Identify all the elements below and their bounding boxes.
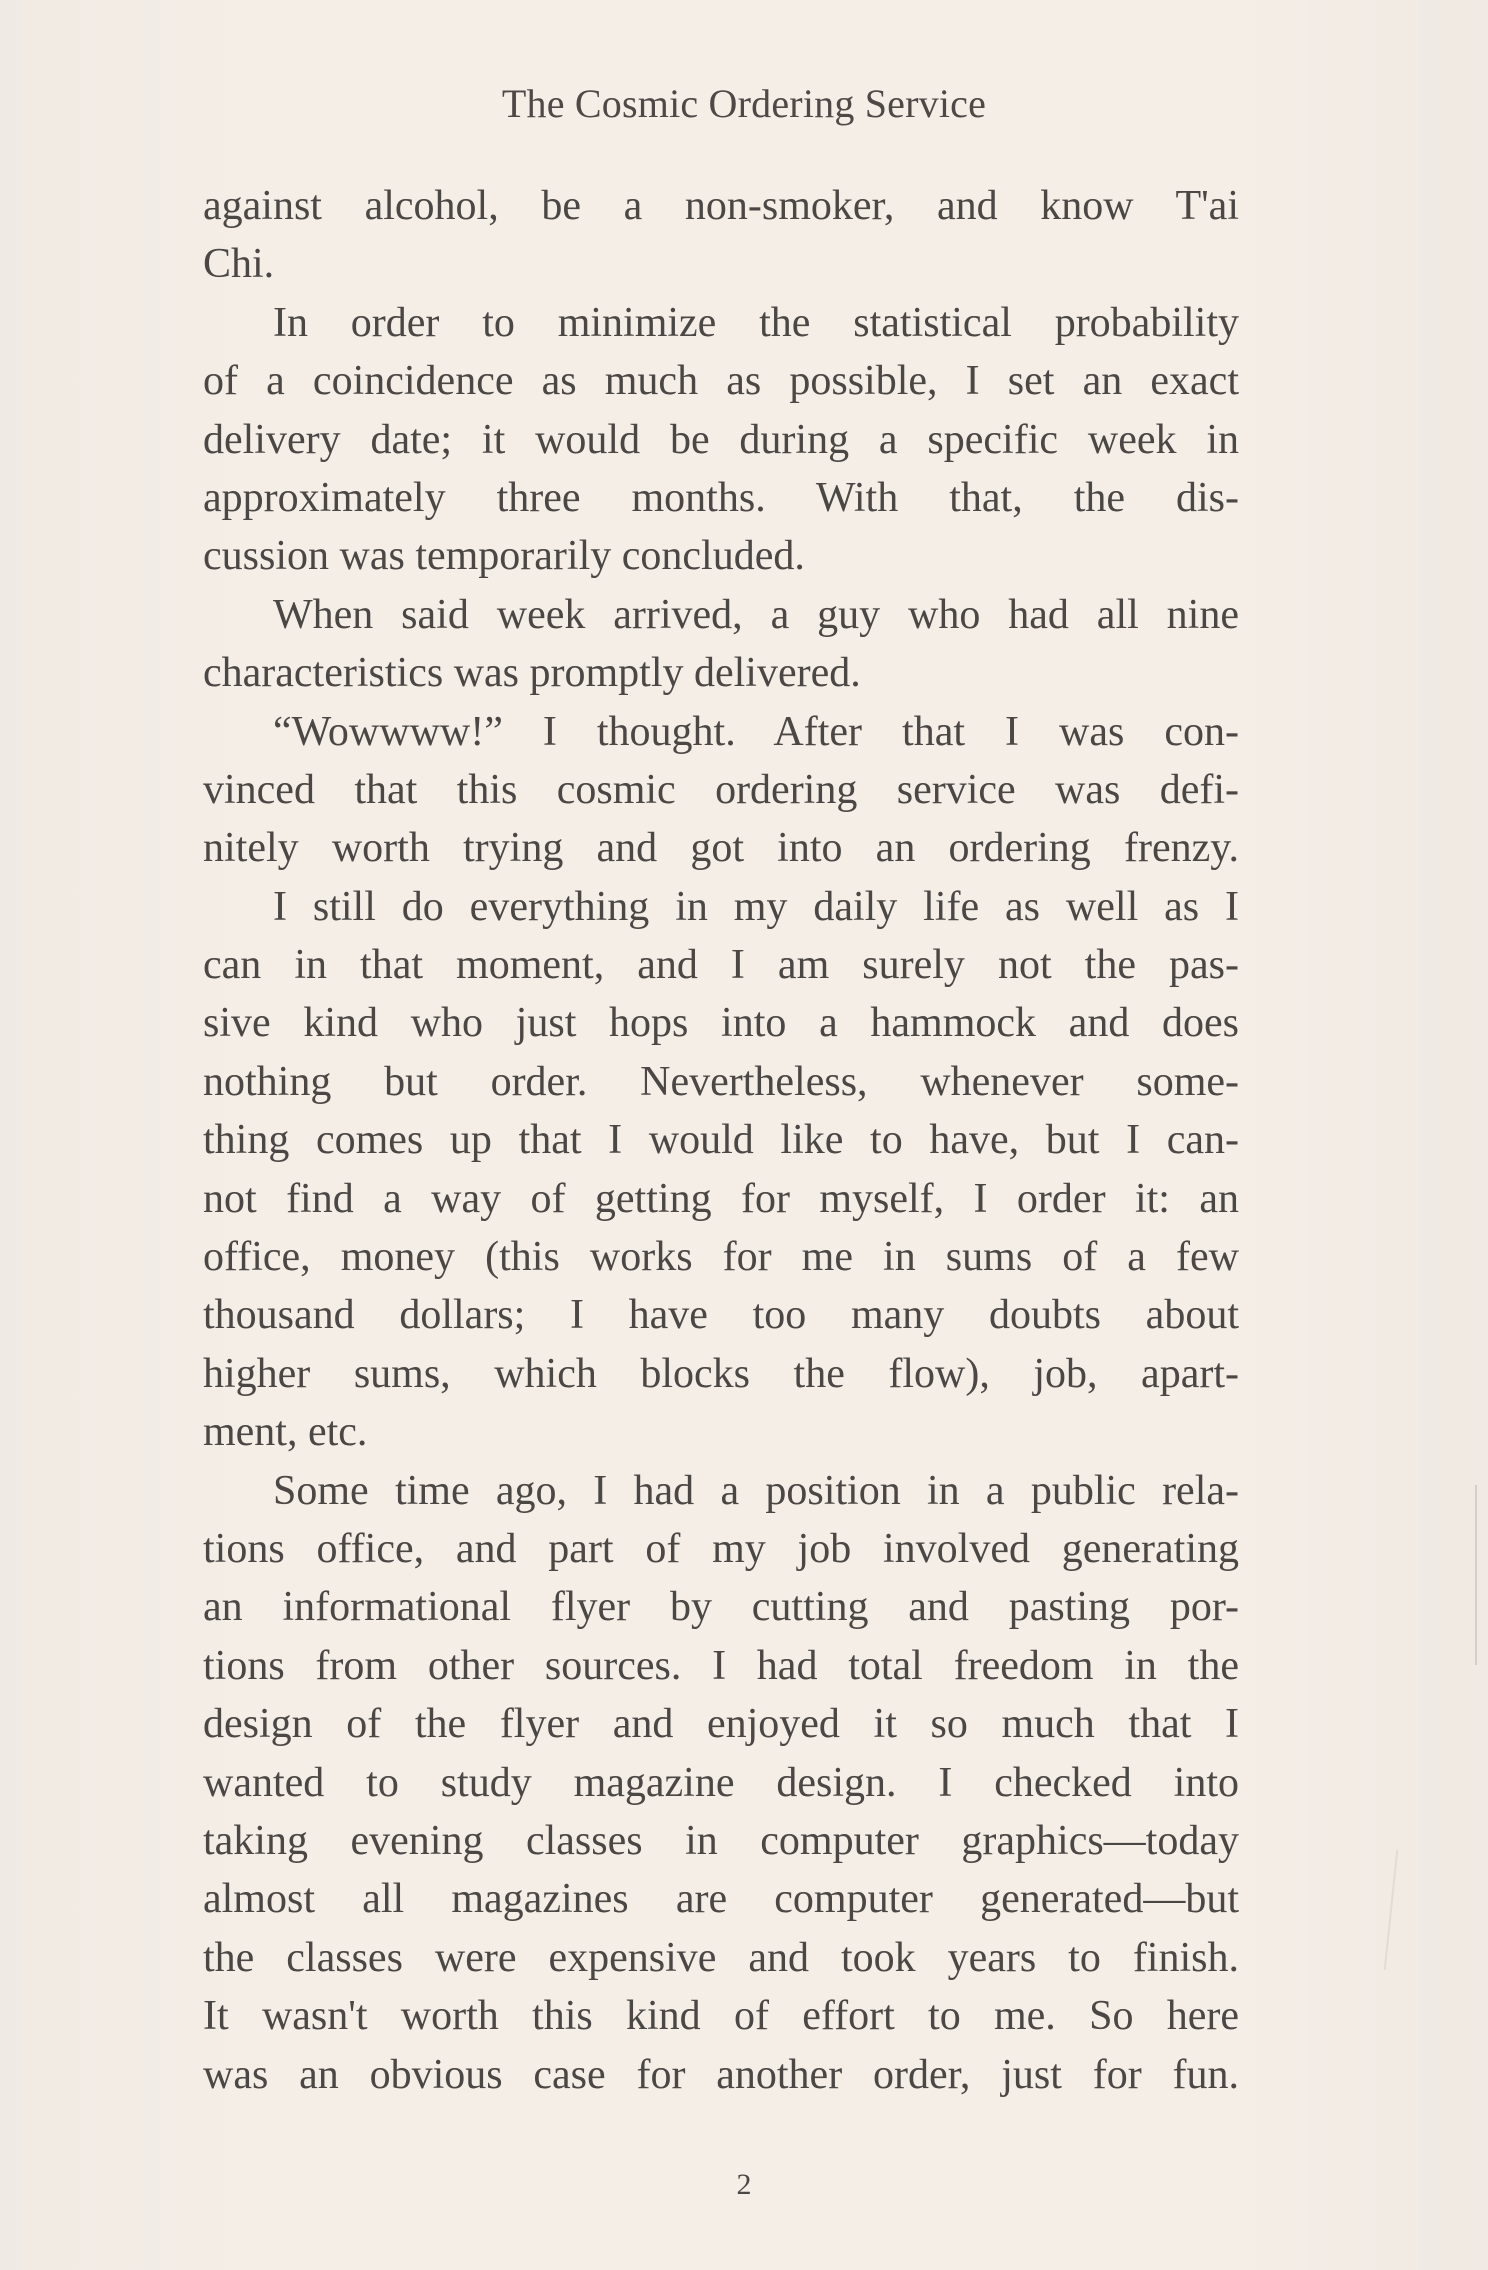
page-number: 2	[736, 2168, 752, 2201]
text-line: an informational flyer by cutting and pasting por-	[203, 1584, 1239, 1631]
text-line: higher sums, which blocks the flow), job, apart-	[203, 1350, 1239, 1397]
text-line: wanted to study magazine design. I checked into	[203, 1759, 1239, 1806]
text-line: tions office, and part of my job involved generating	[203, 1525, 1239, 1572]
text-line: thing comes up that I would like to have, but I can-	[203, 1117, 1239, 1164]
running-head: The Cosmic Ordering Service	[501, 81, 987, 126]
text-line: can in that moment, and I am surely not the pas-	[203, 942, 1239, 989]
text-line: delivery date; it would be during a specific week in	[203, 416, 1239, 463]
text-line: taking evening classes in computer graphics—today	[203, 1817, 1239, 1864]
text-line: not find a way of getting for myself, I order it: an	[203, 1175, 1239, 1222]
text-line: of a coincidence as much as possible, I set an exact	[203, 358, 1239, 405]
paragraph-start-line: When said week arrived, a guy who had all nine	[273, 591, 1239, 638]
paragraph-start-line: I still do everything in my daily life as well as I	[273, 883, 1239, 930]
body-text	[203, 177, 1239, 2104]
text-line: cussion was temporarily concluded.	[203, 533, 805, 580]
text-line: It wasn't worth this kind of effort to me. So here	[203, 1993, 1239, 2040]
text-line: design of the flyer and enjoyed it so much that I	[203, 1701, 1239, 1748]
text-line: nitely worth trying and got into an ordering frenzy.	[203, 825, 1239, 872]
text-line: against alcohol, be a non-smoker, and know T'ai	[203, 183, 1239, 229]
text-line: approximately three months. With that, the dis-	[203, 474, 1239, 521]
text-line: sive kind who just hops into a hammock and does	[203, 1000, 1239, 1047]
text-line: Chi.	[203, 241, 275, 288]
text-line: almost all magazines are computer generated—but	[203, 1876, 1239, 1923]
text-line: tions from other sources. I had total freedom in the	[203, 1642, 1239, 1689]
paragraph-start-line: Some time ago, I had a position in a public rela-	[273, 1467, 1239, 1514]
text-line: characteristics was promptly delivered.	[203, 650, 861, 697]
text-line: office, money (this works for me in sums of a few	[203, 1234, 1239, 1281]
page-stain-mark	[1384, 1850, 1399, 1970]
text-line: the classes were expensive and took years to finish.	[203, 1934, 1239, 1981]
paragraph-start-line: “Wowwww!” I thought. After that I was con-	[273, 708, 1239, 755]
text-line: nothing but order. Nevertheless, whenever some-	[203, 1058, 1239, 1105]
text-line: vinced that this cosmic ordering service was defi-	[203, 766, 1239, 813]
text-line: thousand dollars; I have too many doubts about	[203, 1292, 1239, 1339]
text-line: ment, etc.	[203, 1409, 368, 1456]
text-line: was an obvious case for another order, just for fun.	[203, 2051, 1239, 2098]
page-edge-mark	[1475, 1485, 1477, 1665]
paragraph-start-line: In order to minimize the statistical probability	[273, 299, 1239, 346]
